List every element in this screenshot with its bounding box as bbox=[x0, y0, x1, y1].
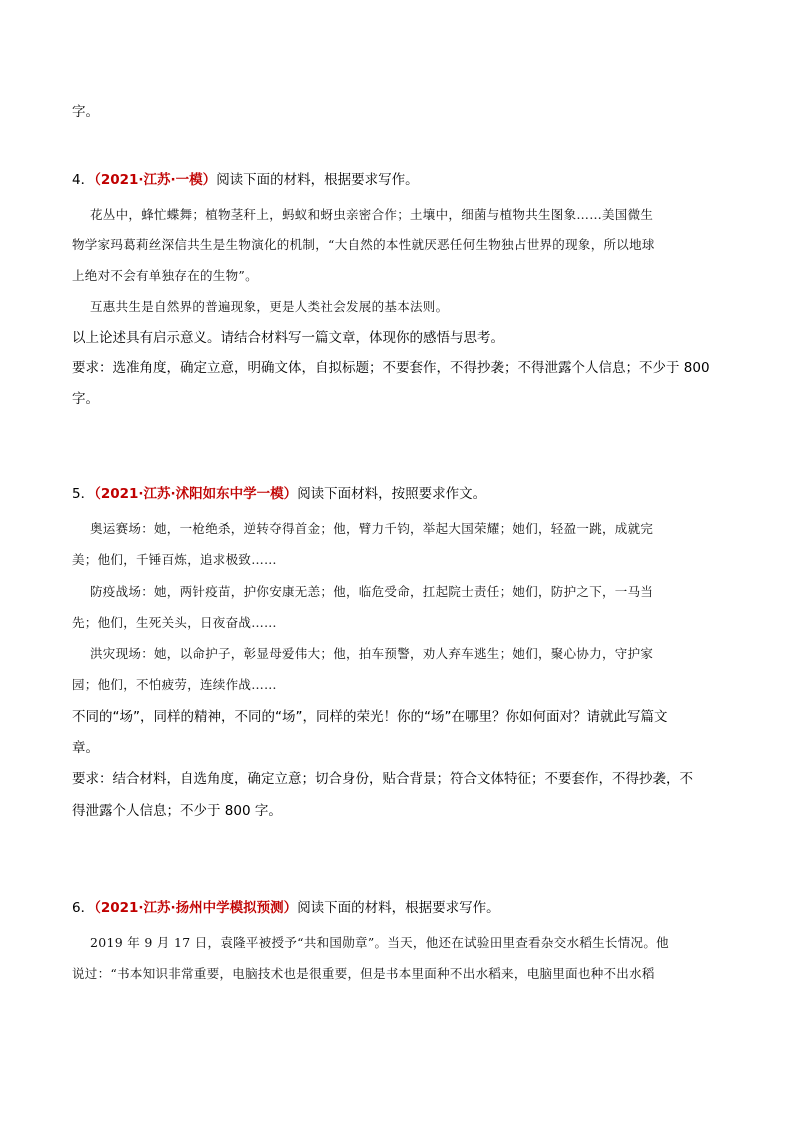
q5-material-line: 园；他们，不怕疲劳，连续作战…… bbox=[72, 677, 277, 692]
q5-material-line: 防疫战场：她，两针疫苗，护你安康无恙；他，临危受命，扛起院士责任；她们，防护之下，一马当 bbox=[90, 584, 654, 599]
q6-heading bbox=[72, 898, 732, 918]
q5-heading bbox=[72, 484, 732, 504]
q4-source: （2021·江苏·一模） bbox=[94, 172, 217, 188]
q4-prompt: 阅读下面的材料，根据要求写作。 bbox=[216, 172, 419, 188]
q4-material-line: 互惠共生是自然界的普遍现象，更是人类社会发展的基本法则。 bbox=[90, 299, 449, 314]
q4-material-line: 上绝对不会有单独存在的生物”。 bbox=[72, 268, 258, 283]
q4-instruction: 以上论述具有启示意义。请结合材料写一篇文章，体现你的感悟与思考。 bbox=[72, 330, 504, 346]
q4-heading bbox=[72, 170, 732, 190]
q5-material-line: 洪灾现场：她，以命护子，彰显母爱伟大；他，拍车预警，劝人弃车逃生；她们，聚心协力，守护家 bbox=[90, 646, 654, 661]
q6-number: 6． bbox=[72, 900, 95, 916]
q4-number: 4． bbox=[72, 172, 95, 188]
q5-prompt: 阅读下面材料，按照要求作文。 bbox=[297, 486, 487, 502]
q5-material-line: 先；他们，生死关头，日夜奋战…… bbox=[72, 615, 277, 630]
q6-material-line: 说过：“书本知识非常重要，电脑技术也是很重要，但是书本里面种不出水稻来，电脑里面也种不出水稻 bbox=[72, 966, 655, 981]
q5-instruction: 不同的“场”，同样的精神，不同的“场”，同样的荣光！你的“场”在哪里？你如何面对？请就此写篇文 bbox=[72, 709, 668, 725]
q4-material-line: 花丛中，蜂忙蝶舞；植物茎秆上，蚂蚁和蚜虫亲密合作；土壤中，细菌与植物共生图象……美国微生 bbox=[90, 207, 654, 222]
q6-source: （2021·江苏·扬州中学模拟预测） bbox=[94, 900, 298, 916]
q4-requirement: 字。 bbox=[72, 391, 99, 407]
q5-requirement: 要求：结合材料，自选角度，确定立意；切合身份，贴合背景；符合文体特征；不要套作，不得抄袭，不 bbox=[72, 771, 693, 787]
q5-number: 5． bbox=[72, 486, 95, 502]
q5-requirement: 得泄露个人信息；不少于 800 字。 bbox=[72, 803, 282, 819]
q5-source: （2021·江苏·沭阳如东中学一模） bbox=[94, 486, 298, 502]
q5-material-line: 美；他们，千锤百炼，追求极致…… bbox=[72, 552, 277, 567]
continuation-text: 字。 bbox=[72, 104, 99, 120]
q5-material-line: 奥运赛场：她，一枪绝杀，逆转夺得首金；他，臂力千钧，举起大国荣耀；她们，轻盈一跳，成就完 bbox=[90, 521, 654, 536]
q6-material-line: 2019 年 9 月 17 日，袁隆平被授予“共和国勋章”。当天，他还在试验田里查看杂交水稻生长情况。他 bbox=[90, 935, 669, 950]
q6-prompt: 阅读下面的材料，根据要求写作。 bbox=[297, 900, 500, 916]
q5-instruction: 章。 bbox=[72, 740, 99, 756]
q4-material-line: 物学家玛葛莉丝深信共生是生物演化的机制，“大自然的本性就厌恶任何生物独占世界的现象，所以地球 bbox=[72, 237, 655, 252]
q4-requirement: 要求：选准角度，确定立意，明确文体，自拟标题；不要套作，不得抄袭；不得泄露个人信息；不少于 800 bbox=[72, 360, 710, 376]
